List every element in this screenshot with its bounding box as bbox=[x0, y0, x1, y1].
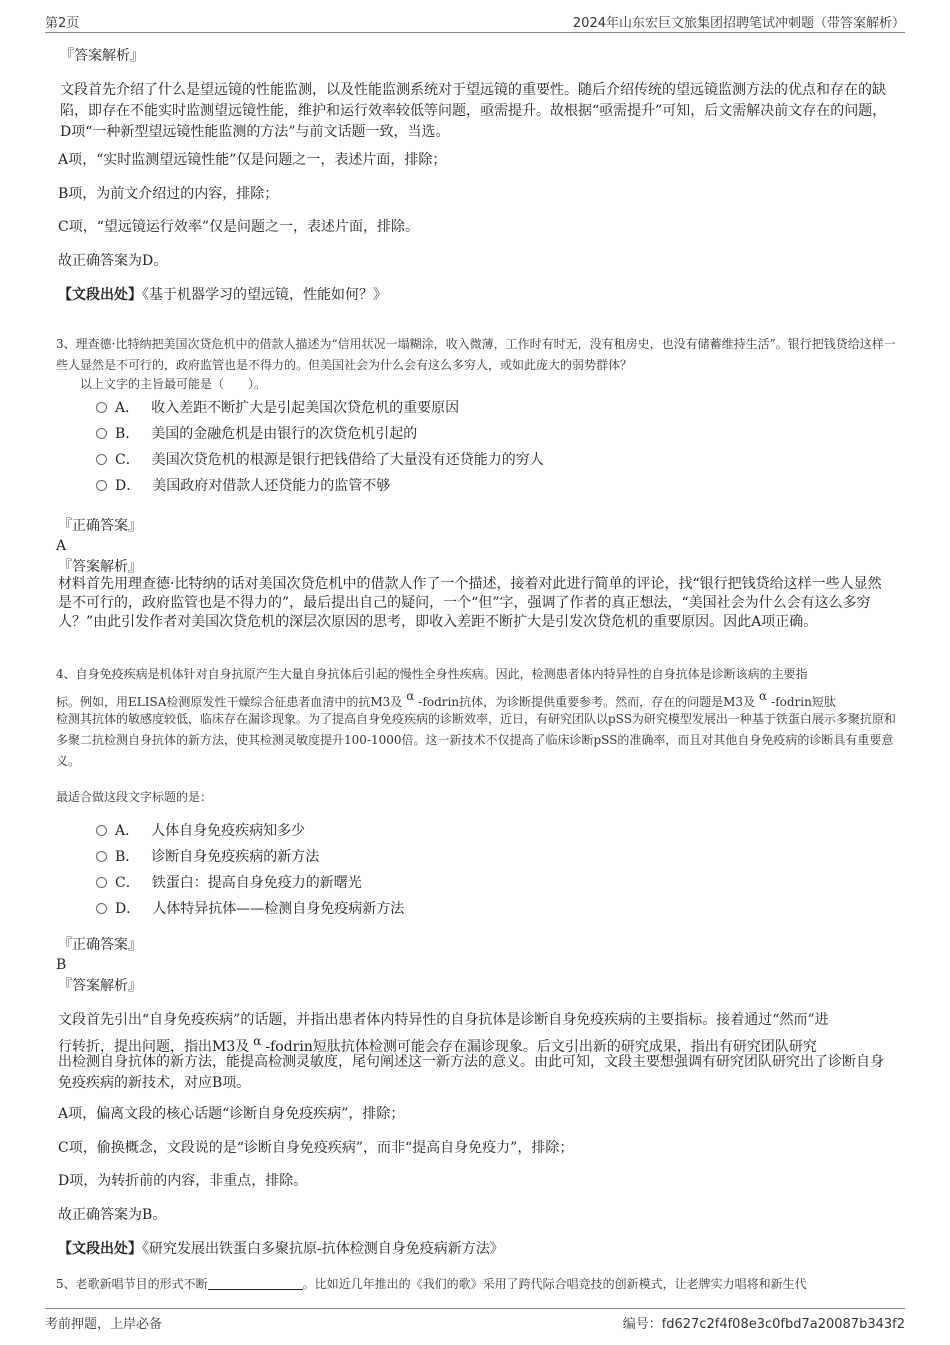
radio-button[interactable] bbox=[96, 480, 107, 491]
q4-answer: 故正确答案为B。 bbox=[58, 1207, 167, 1223]
q4-question: 最适合做这段文字标题的是： bbox=[56, 790, 213, 804]
q3-correct-label: 『正确答案』 bbox=[58, 518, 142, 534]
q3-stem: 3、理查德·比特纳把美国次贷危机中的借款人描述为“信用状况一塌糊涂，收入微薄，工作时有时无，没有租房史，也没有储蓄维持生活”。银行把钱贷给这样一些人显然是不可行的，政府监管也是不得力的。但美国社会为什么会有这么多穷人，或如此庞大的弱势群体？ bbox=[56, 337, 896, 372]
q4-correct-label: 『正确答案』 bbox=[58, 937, 142, 953]
footer-slogan: 考前押题，上岸必备 bbox=[45, 1317, 163, 1332]
radio-button[interactable] bbox=[96, 877, 107, 888]
q3-correct-answer: A bbox=[56, 538, 67, 554]
q4-option-d-explanation: D项，为转折前的内容，非重点，排除。 bbox=[58, 1173, 308, 1189]
q4-option-d[interactable] bbox=[96, 899, 404, 919]
q3-option-b[interactable] bbox=[96, 424, 417, 444]
page-header bbox=[45, 10, 905, 33]
option-letter: C． bbox=[115, 875, 140, 891]
alpha-symbol: α bbox=[759, 689, 768, 703]
option-letter: A． bbox=[115, 400, 140, 416]
q2-answer: 故正确答案为D。 bbox=[58, 253, 168, 269]
q4-stem-part: -fodrin短肽 bbox=[771, 695, 836, 709]
document-title: 2024年山东宏巨文旅集团招聘笔试冲刺题（带答案解析） bbox=[572, 16, 905, 31]
q3-analysis-label: 『答案解析』 bbox=[58, 559, 142, 575]
q3-question: 以上文字的主旨最可能是（ ）。 bbox=[80, 377, 267, 391]
option-letter: A． bbox=[115, 823, 140, 839]
q3-option-d[interactable] bbox=[96, 476, 390, 496]
q4-stem-line-1: 4、自身免疫疾病是机体针对自身抗原产生大量自身抗体后引起的慢性全身性疾病。因此，检测患者体内特异性的自身抗体是诊断该病的主要指 bbox=[56, 667, 808, 681]
q4-analysis-part: -fodrin短肽抗体检测可能会存在漏诊现象。后文引出新的研究成果，指出有研究团队研究 bbox=[265, 1039, 817, 1055]
option-text: 人体特异抗体——检测自身免疫病新方法 bbox=[152, 901, 405, 917]
radio-button[interactable] bbox=[96, 851, 107, 862]
radio-button[interactable] bbox=[96, 454, 107, 465]
radio-button[interactable] bbox=[96, 903, 107, 914]
q5-stem-part: 5、老歌新唱节目的形式不断 bbox=[56, 1277, 208, 1291]
q4-source-title: 《研究发展出铁蛋白多聚抗原-抗体检测自身免疫病新方法》 bbox=[142, 1241, 504, 1257]
option-letter: D． bbox=[115, 478, 141, 494]
q2-option-b-explanation: B项，为前文介绍过的内容，排除； bbox=[58, 186, 279, 202]
page-footer bbox=[45, 1308, 905, 1332]
option-letter: C． bbox=[115, 452, 140, 468]
option-text: 美国政府对借款人还贷能力的监管不够 bbox=[152, 478, 391, 494]
option-text: 铁蛋白：提高自身免疫力的新曙光 bbox=[151, 875, 362, 891]
q4-analysis-part: 行转折，提出问题，指出M3及 bbox=[58, 1039, 250, 1055]
q4-option-b[interactable] bbox=[96, 847, 319, 867]
radio-button[interactable] bbox=[96, 825, 107, 836]
option-letter: B． bbox=[115, 426, 140, 442]
fill-in-blank bbox=[208, 1276, 303, 1290]
q4-stem-part: -fodrin抗体，为诊断提供重要参考。然而，存在的问题是M3及 bbox=[418, 695, 756, 709]
q4-source-label: 【文段出处】 bbox=[58, 1241, 142, 1257]
radio-button[interactable] bbox=[96, 428, 107, 439]
q4-correct-answer: B bbox=[56, 957, 67, 973]
q4-option-a-explanation: A项，偏离文段的核心话题“诊断自身免疫疾病”，排除； bbox=[58, 1106, 405, 1122]
q4-analysis-rest: 出检测自身抗体的新方法，能提高检测灵敏度，尾句阐述这一新方法的意义。由此可知，文段主要想强调有研究团队研究出了诊断自身免疫疾病的新技术，对应B项。 bbox=[58, 1054, 884, 1091]
q4-analysis-label: 『答案解析』 bbox=[58, 978, 142, 994]
q2-source-title: 《基于机器学习的望远镜，性能如何？》 bbox=[142, 287, 387, 303]
q4-source bbox=[58, 1239, 504, 1260]
option-text: 诊断自身免疫疾病的新方法 bbox=[151, 849, 320, 865]
q2-analysis-label: 『答案解析』 bbox=[60, 48, 144, 64]
option-text: 美国的金融危机是由银行的次贷危机引起的 bbox=[151, 426, 418, 442]
page-number: 第2页 bbox=[45, 16, 80, 31]
option-text: 人体自身免疫疾病知多少 bbox=[151, 823, 306, 839]
option-text: 收入差距不断扩大是引起美国次贷危机的重要原因 bbox=[151, 400, 460, 416]
option-text: 美国次贷危机的根源是银行把钱借给了大量没有还贷能力的穷人 bbox=[151, 452, 544, 468]
q3-analysis-text: 材料首先用理查德·比特纳的话对美国次贷危机中的借款人作了一个描述，接着对此进行简单的评论，找“银行把钱贷给这样一些人显然是不可行的，政府监管也是不得力的”，最后提出自己的疑问，一个“但”字，强调了作者的真正想法，“美国社会为什么会有这么多穷人？”由此引发作者对美国次贷危机的深层次原因的思考，即收入差距不断扩大是引发次贷危机的重要原因。因此A项正确。 bbox=[58, 576, 882, 630]
q4-stem-part: 标。例如，用ELISA检测原发性干燥综合征患者血清中的抗M3及 bbox=[56, 695, 403, 709]
q4-analysis-line-1: 文段首先引出“自身免疫疾病”的话题，并指出患者体内特异性的自身抗体是诊断自身免疫疾病的主要指标。接着通过“然而”进 bbox=[58, 1012, 829, 1028]
q2-source bbox=[58, 285, 387, 306]
q4-option-c[interactable] bbox=[96, 873, 362, 893]
q2-analysis-text: 文段首先介绍了什么是望远镜的性能监测，以及性能监测系统对于望远镜的重要性。随后介绍传统的望远镜监测方法的优点和存在的缺陷，即存在不能实时监测望远镜性能，维护和运行效率较低等问题，亟需提升。故根据“亟需提升”可知，后文需解决前文存在的问题，D项“一种新型望远镜性能监测的方法”与前文话题一致，当选。 bbox=[60, 82, 887, 140]
option-letter: B． bbox=[115, 849, 140, 865]
q5-stem bbox=[56, 1274, 906, 1295]
option-letter: D． bbox=[115, 901, 141, 917]
q3-option-c[interactable] bbox=[96, 450, 544, 470]
q5-stem-part: 。比如近几年推出的《我们的歌》采用了跨代际合唱竞技的创新模式，让老牌实力唱将和新生代 bbox=[302, 1277, 807, 1291]
q3-option-a[interactable] bbox=[96, 398, 459, 418]
q2-option-c-explanation: C项，“望远镜运行效率”仅是问题之一，表述片面，排除。 bbox=[58, 219, 420, 235]
q2-option-a-explanation: A项，“实时监测望远镜性能”仅是问题之一，表述片面，排除； bbox=[58, 152, 447, 168]
radio-button[interactable] bbox=[96, 402, 107, 413]
q4-option-c-explanation: C项，偷换概念，文段说的是“诊断自身免疫疾病”，而非“提高自身免疫力”，排除； bbox=[58, 1140, 574, 1156]
document-id: 编号：fd627c2f4f08e3c0fbd7a20087b343f2 bbox=[622, 1317, 905, 1332]
alpha-symbol: α bbox=[253, 1034, 262, 1048]
alpha-symbol: α bbox=[406, 689, 415, 703]
q4-stem-rest: 检测其抗体的敏感度较低，临床存在漏诊现象。为了提高自身免疫疾病的诊断效率，近日，有研究团队以pSS为研究模型发展出一种基于铁蛋白展示多聚抗原和多聚二抗检测自身抗体的新方法，使其检测灵敏度提升100-1000倍。这一新技术不仅提高了临床诊断pSS的准确率，而且对其他自身免疫病的诊断具有重要意义。 bbox=[56, 712, 896, 768]
q4-option-a[interactable] bbox=[96, 821, 305, 841]
q2-source-label: 【文段出处】 bbox=[58, 287, 142, 303]
